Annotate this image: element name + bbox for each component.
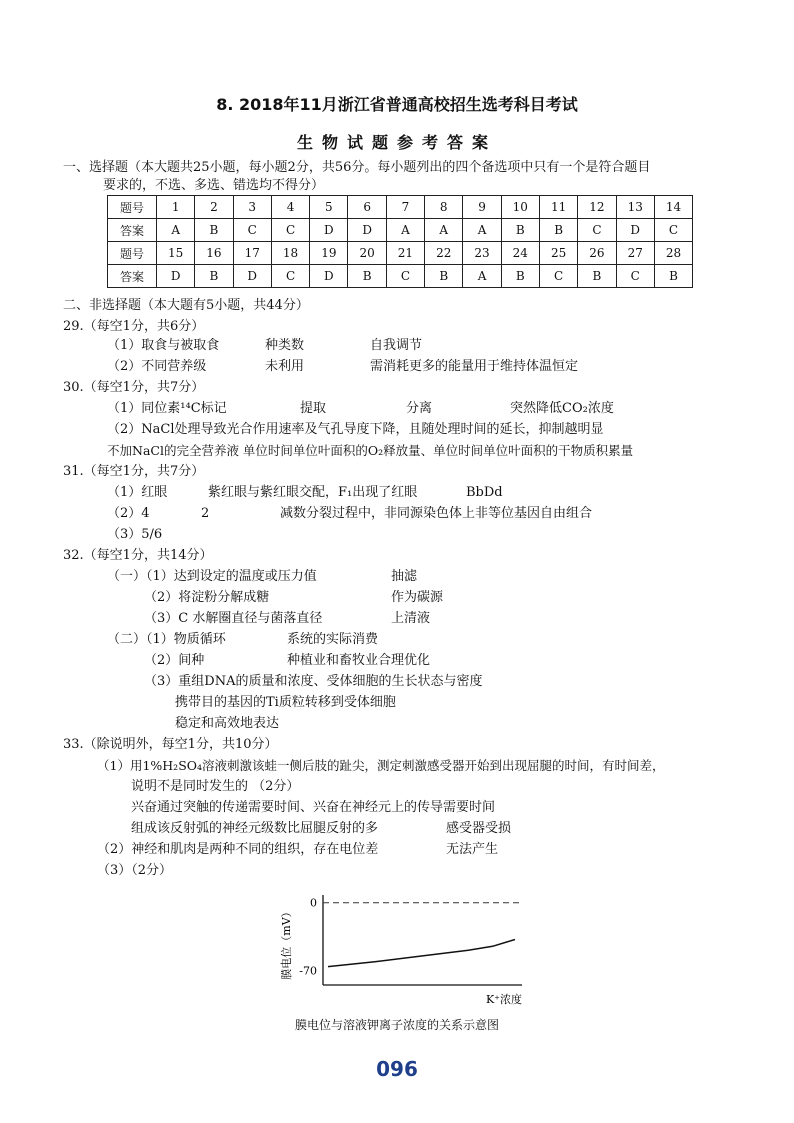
table-cell: 9 bbox=[463, 196, 501, 219]
y-axis-label: 膜电位（mV） bbox=[280, 906, 293, 980]
table-cell: 18 bbox=[271, 242, 309, 265]
table-cell: A bbox=[425, 219, 463, 242]
table-cell: 8 bbox=[425, 196, 463, 219]
answer-table bbox=[107, 195, 693, 288]
table-cell: 6 bbox=[348, 196, 386, 219]
q30-heading: 30.（每空1分，共7分） bbox=[63, 380, 205, 395]
q31-answer: （1）红眼 bbox=[107, 485, 168, 500]
q33-answer: （1）用1%H₂SO₄溶液刺激该蛙一侧后肢的趾尖，测定刺激感受器开始到出现屈腿的时间，有时间差， bbox=[97, 758, 665, 773]
table-cell: 3 bbox=[233, 196, 271, 219]
table-cell: D bbox=[310, 219, 348, 242]
q32-answer: （2）将淀粉分解成糖 bbox=[144, 590, 270, 605]
table-cell: D bbox=[233, 265, 271, 288]
q32-answer: （二）（1）物质循环 bbox=[107, 632, 226, 647]
q33-answer: 感受器受损 bbox=[446, 821, 512, 836]
table-cell: B bbox=[501, 265, 539, 288]
q32-answer: （3）重组DNA的质量和浓度、受体细胞的生长状态与密度 bbox=[144, 674, 483, 689]
table-cell: B bbox=[195, 265, 233, 288]
table-header-cell: 答案 bbox=[108, 219, 157, 242]
section1-heading-cont: 要求的，不选、多选、错选均不得分） bbox=[103, 178, 325, 193]
table-cell: B bbox=[501, 219, 539, 242]
q30-answer: （1）同位素¹⁴C标记 bbox=[107, 401, 227, 416]
table-cell: 20 bbox=[348, 242, 386, 265]
q33-answer: 无法产生 bbox=[446, 842, 499, 857]
q32-answer: 稳定和高效地表达 bbox=[175, 716, 280, 731]
table-cell: 27 bbox=[616, 242, 654, 265]
table-row bbox=[108, 242, 693, 265]
table-cell: B bbox=[539, 219, 577, 242]
q31-answer: 紫红眼与紫红眼交配，F₁出现了红眼 bbox=[208, 485, 418, 500]
table-cell: C bbox=[271, 219, 309, 242]
membrane-potential-chart bbox=[270, 885, 540, 1010]
q32-answer: 上清液 bbox=[391, 611, 431, 626]
q32-answer: （一）（1）达到设定的温度或压力值 bbox=[107, 569, 317, 584]
series-line bbox=[328, 940, 515, 967]
table-cell: 22 bbox=[425, 242, 463, 265]
q31-heading: 31.（每空1分，共7分） bbox=[63, 464, 205, 479]
table-cell: C bbox=[233, 219, 271, 242]
q33-answer: 兴奋通过突触的传递需要时间、兴奋在神经元上的传导需要时间 bbox=[131, 800, 496, 815]
table-cell: B bbox=[348, 265, 386, 288]
doc-subtitle: 生物试题参考答案 bbox=[296, 133, 497, 152]
q32-answer: 抽滤 bbox=[391, 569, 418, 584]
table-cell: 26 bbox=[578, 242, 616, 265]
table-cell: B bbox=[195, 219, 233, 242]
table-row bbox=[108, 219, 693, 242]
table-cell: 1 bbox=[157, 196, 195, 219]
q29-answer: （1）取食与被取食 bbox=[107, 338, 220, 353]
q33-answer: 说明不是同时发生的 （2分） bbox=[131, 779, 300, 794]
q29-answer: （2）不同营养级 bbox=[107, 359, 207, 374]
table-cell: 24 bbox=[501, 242, 539, 265]
q31-answer: 减数分裂过程中，非同源染色体上非等位基因自由组合 bbox=[280, 506, 593, 521]
table-cell: 5 bbox=[310, 196, 348, 219]
table-cell: D bbox=[157, 265, 195, 288]
table-cell: C bbox=[616, 265, 654, 288]
q31-answer: （3）5/6 bbox=[107, 527, 163, 542]
q32-answer: 种植业和畜牧业合理优化 bbox=[287, 653, 431, 668]
q33-answer: （3）（2分） bbox=[97, 863, 173, 878]
q30-answer: 不加NaCl的完全营养液 单位时间单位叶面积的O₂释放量、单位时间单位叶面积的干物质积累量 bbox=[107, 443, 634, 458]
table-cell: B bbox=[578, 265, 616, 288]
q30-answer: （2）NaCl处理导致光合作用速率及气孔导度下降，且随处理时间的延长，抑制越明显 bbox=[107, 422, 604, 437]
q32-answer: （2）间种 bbox=[144, 653, 205, 668]
table-cell: C bbox=[539, 265, 577, 288]
table-cell: C bbox=[386, 265, 424, 288]
table-cell: 12 bbox=[578, 196, 616, 219]
table-cell: 2 bbox=[195, 196, 233, 219]
q30-answer: 分离 bbox=[406, 401, 433, 416]
q31-answer: （2）4 bbox=[107, 506, 150, 521]
table-cell: C bbox=[578, 219, 616, 242]
x-axis-label: K⁺浓度 bbox=[485, 993, 522, 1006]
table-cell: A bbox=[463, 265, 501, 288]
table-cell: A bbox=[386, 219, 424, 242]
q30-answer: 提取 bbox=[300, 401, 327, 416]
table-cell: 17 bbox=[233, 242, 271, 265]
table-cell: 4 bbox=[271, 196, 309, 219]
table-header-cell: 题号 bbox=[108, 196, 157, 219]
section1-heading: 一、选择题（本大题共25小题，每小题2分，共56分。每小题列出的四个备选项中只有一个是符合题目 bbox=[63, 160, 651, 175]
q30-answer: 突然降低CO₂浓度 bbox=[510, 401, 614, 416]
table-cell: 19 bbox=[310, 242, 348, 265]
doc-title: 8. 2018年11月浙江省普通高校招生选考科目考试 bbox=[216, 95, 578, 114]
table-cell: D bbox=[616, 219, 654, 242]
table-cell: 14 bbox=[654, 196, 692, 219]
table-row bbox=[108, 196, 693, 219]
q33-answer: （2）神经和肌肉是两种不同的组织，存在电位差 bbox=[97, 842, 379, 857]
table-cell: 16 bbox=[195, 242, 233, 265]
q29-answer: 未利用 bbox=[265, 359, 305, 374]
table-cell: A bbox=[157, 219, 195, 242]
chart-caption: 膜电位与溶液钾离子浓度的关系示意图 bbox=[294, 1018, 499, 1032]
q29-heading: 29.（每空1分，共6分） bbox=[63, 319, 205, 334]
q33-heading: 33.（除说明外，每空1分，共10分） bbox=[63, 737, 278, 752]
page-number: 096 bbox=[376, 1057, 418, 1081]
y-tick-label: 0 bbox=[310, 896, 317, 910]
table-cell: D bbox=[310, 265, 348, 288]
table-cell: 15 bbox=[157, 242, 195, 265]
table-row bbox=[108, 265, 693, 288]
table-cell: 11 bbox=[539, 196, 577, 219]
q32-answer: 作为碳源 bbox=[391, 590, 444, 605]
table-cell: B bbox=[654, 265, 692, 288]
table-cell: 7 bbox=[386, 196, 424, 219]
q29-answer: 自我调节 bbox=[370, 338, 423, 353]
table-cell: B bbox=[425, 265, 463, 288]
table-cell: 25 bbox=[539, 242, 577, 265]
table-cell: C bbox=[271, 265, 309, 288]
q32-answer: （3）C 水解圈直径与菌落直径 bbox=[144, 611, 323, 626]
table-header-cell: 题号 bbox=[108, 242, 157, 265]
q32-heading: 32.（每空1分，共14分） bbox=[63, 548, 213, 563]
q31-answer: BbDd bbox=[466, 485, 503, 500]
table-cell: 10 bbox=[501, 196, 539, 219]
q29-answer: 种类数 bbox=[265, 338, 305, 353]
table-cell: C bbox=[654, 219, 692, 242]
q32-answer: 系统的实际消费 bbox=[287, 632, 379, 647]
section2-heading: 二、非选择题（本大题有5小题，共44分） bbox=[63, 298, 309, 313]
table-cell: 28 bbox=[654, 242, 692, 265]
table-header-cell: 答案 bbox=[108, 265, 157, 288]
q29-answer: 需消耗更多的能量用于维持体温恒定 bbox=[370, 359, 579, 374]
q33-answer: 组成该反射弧的神经元级数比屈腿反射的多 bbox=[131, 821, 379, 836]
q32-answer: 携带目的基因的Ti质粒转移到受体细胞 bbox=[175, 695, 396, 710]
table-cell: D bbox=[348, 219, 386, 242]
q31-answer: 2 bbox=[201, 506, 210, 521]
table-cell: A bbox=[463, 219, 501, 242]
table-cell: 23 bbox=[463, 242, 501, 265]
y-tick-label: -70 bbox=[299, 964, 317, 978]
table-cell: 21 bbox=[386, 242, 424, 265]
table-cell: 13 bbox=[616, 196, 654, 219]
